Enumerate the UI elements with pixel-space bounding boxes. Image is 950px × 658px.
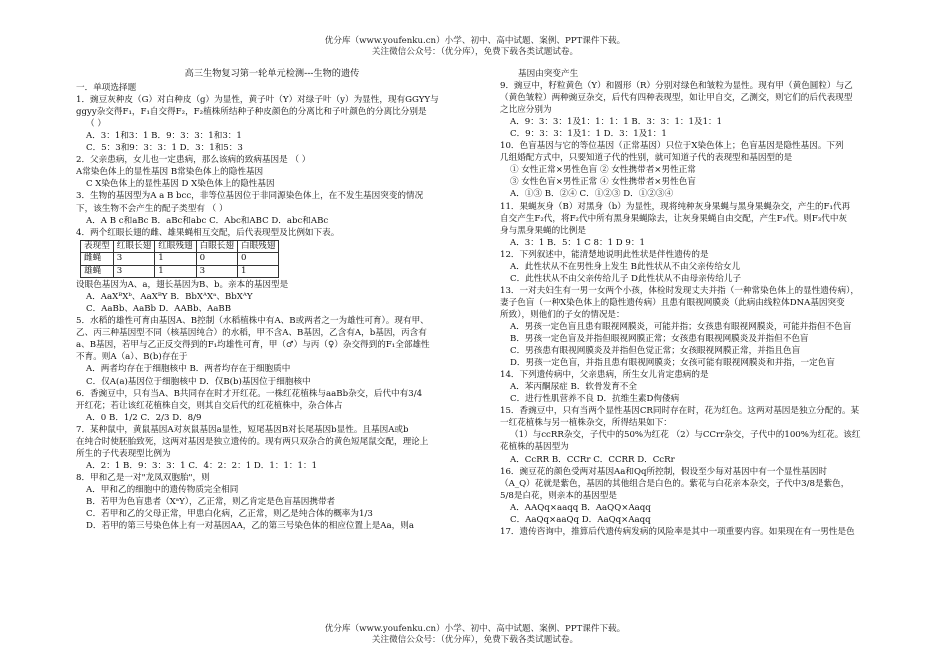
table-cell: 3 xyxy=(113,265,154,278)
text-line: 自交产生F₂代，将F₂代中所有黑身果蝇除去，让灰身果蝇自由交配，产生F₃代。则F₃代中灰 xyxy=(500,213,848,224)
text-line: A．9：3：3：1及1：1：1：1 B．3：3：1：1及1：1 xyxy=(510,117,723,128)
text-line: C．此性状从不由父亲传给儿子 D此性状从不由母亲传给儿子 xyxy=(510,273,742,284)
table-header-cell: 红眼残翅 xyxy=(155,240,196,253)
text-line: A．两者均存在于细胞核中 B．两者均存在于细胞质中 xyxy=(86,364,291,375)
text-line: 设眼色基因为A、a，翅长基因为B、b。亲本的基因型是 xyxy=(76,280,289,291)
text-line: 13．一对夫妇生有一男一女两个小孩，体检时发现丈夫并指（一种常染色体上的显性遗传病）， xyxy=(500,285,859,296)
table-cell: 1 xyxy=(155,265,196,278)
text-line: ggyy杂交得F₁，F₁自交得F₂，F₂植株所结种子种皮颜色的分离比和子叶颜色的分离比分别是 xyxy=(76,107,427,118)
text-line: 16．豌豆花的颜色受两对基因Aa和Qq所控制，假设至少每对基因中有一个显性基因时 xyxy=(500,466,828,477)
text-line: 之比应分别为 xyxy=(500,105,552,116)
text-line: B．男孩一定色盲及并指但眼视网膜正常；女孩患有眼视网膜炎及并指但不色盲 xyxy=(510,334,809,345)
text-line: 8．甲和乙是一对"龙凤双胞胎"，则 xyxy=(76,472,210,483)
table-cell: 3 xyxy=(113,253,154,266)
text-line: （1）与ccRR杂交，子代中的50%为红花 （2）与CCrr杂交，子代中的100%为红花。该红 xyxy=(510,430,861,441)
text-line: 5．水稻的雄性可育由基因A、B控制（水稻植株中有A、B或两者之一为雄性可育）。现有甲、 xyxy=(76,316,429,327)
text-line: 2．父亲患病，女儿也一定患病，那么该病的致病基因是 （ ） xyxy=(76,155,311,166)
left-post-lines xyxy=(76,279,468,532)
text-line: （A_Q）花就是紫色，基因的其他组合是白色的。紫花与白花亲本杂交，子代中3/8是紫色， xyxy=(500,478,850,489)
text-line: A．3：1 B．5：1 C 8：1 D 9：1 xyxy=(510,237,645,248)
text-line: A．此性状从不在男性身上发生 B此性状从不由父亲传给女儿 xyxy=(510,261,741,272)
text-line: B．若甲为色盲患者（XᵃY），乙正常，则乙肯定是色盲基因携带者 xyxy=(86,497,336,507)
table-row xyxy=(81,265,279,278)
text-line: 所致），则他们的子女的情况是： xyxy=(500,309,625,320)
text-line: C．仅A(a)基因位于细胞核中 D．仅B(b)基因位于细胞核中 xyxy=(86,376,311,387)
text-line: ① 女性正常×男性色盲 ② 女性携带者×男性正常 xyxy=(510,165,696,176)
text-line: C．5：3和9：3：3：1 D．3：1和5：3 xyxy=(86,143,243,154)
text-line: 开红花；若让该红花植株自交，则其自交后代的红花植株中，杂合体占 xyxy=(76,400,343,411)
text-line: 14．下列遗传病中，父亲患病，所生女儿肯定患病的是 xyxy=(500,370,709,381)
right-lines xyxy=(500,68,890,538)
text-line: A．A B c和aBc B．aBc和abc C．Abc和ABC D．abc和ABc xyxy=(86,215,329,226)
table-header-cell: 白眼长翅 xyxy=(196,240,237,253)
text-line: A．①③ B．②④ C．①②③ D．①②③④ xyxy=(510,189,674,200)
text-line: 乙、丙三种基因型不同（核基因纯合）的水稻，甲不含A、B基因，乙含有A，b基因，丙含有 xyxy=(76,328,427,339)
text-line: 1．豌豆灰种皮（G）对白种皮（g）为显性，黄子叶（Y）对绿子叶（y）为显性，现有GGYY与 xyxy=(76,95,439,106)
text-line: A．0 B．1/2 C．2/3 D．8/9 xyxy=(86,412,202,423)
text-line: 花植株的基因型为 xyxy=(500,442,569,453)
text-line: 7．某种鼠中，黄鼠基因A对灰鼠基因a显性，短尾基因B对长尾基因b显性。且基因A或b xyxy=(76,424,409,435)
text-line: ③ 女性色盲×男性正常 ④ 女性携带者×男性色盲 xyxy=(510,177,696,188)
text-line: 5/8是白花，则亲本的基因型是 xyxy=(500,490,617,501)
text-line: a、B基因，若甲与乙正反交得到的F₁均雄性可育，甲（♂）与丙（♀）杂交得到的F₁全部雄性 xyxy=(76,340,430,351)
text-line: 3．生物的基因型为A a B bcc，非等位基因位于非同源染色体上，在不发生基因突变的情况 xyxy=(76,191,424,202)
text-line: D．若甲的第三号染色体上有一对基因AA，乙的第三号染色体的相应位置上是Aa，则a xyxy=(86,521,414,532)
text-line: A．男孩一定色盲且患有眼视网膜炎，可能并指；女孩患有眼视网膜炎，可能并指但不色盲 xyxy=(510,321,852,332)
text-line: C．男孩患有眼视网膜炎及并指但色觉正常；女孩眼视网膜正常，并指且色盲 xyxy=(510,346,801,357)
text-line: C．AaBb、AaBb D．AABb、AaBB xyxy=(86,304,232,315)
header-line-1: 优分库（www.youfenku.cn）小学、初中、高中试题、案例、PPT课件下载。 xyxy=(324,36,626,46)
left-pre-lines xyxy=(76,94,468,239)
text-line: 一红花植株与另一植株杂交，所得结果如下： xyxy=(500,418,672,429)
text-line: C．9：3：3：1及1：1 D．3：1及1：1 xyxy=(510,129,667,140)
text-line: 所生的子代表现型比例为 xyxy=(76,448,171,459)
text-line: 在纯合时使胚胎致死，这两对基因是独立遗传的。现有两只双杂合的黄色短尾鼠交配，理论上 xyxy=(76,436,429,447)
text-line: 12．下列叙述中，能清楚地说明此性状是伴性遗传的是 xyxy=(500,249,709,260)
footer-line-2: 关注微信公众号：（优分库），免费下载各类试题试卷。 xyxy=(371,635,579,645)
table-row xyxy=(81,253,279,266)
right-column xyxy=(500,68,890,538)
text-line: A常染色体上的显性基因 B常染色体上的隐性基因 xyxy=(76,167,264,178)
text-line: D．男孩一定色盲，并指且患有眼视网膜炎；女孩可能有眼视网膜炎和并指，一定色盲 xyxy=(510,358,835,369)
section-heading: 一．单项选择题 xyxy=(76,83,137,94)
table-cell: 0 xyxy=(196,253,237,266)
text-line: 17．遗传咨询中，推算后代遗传病发病的风险率是其中一项重要内容。如果现在有一男性是色 xyxy=(500,526,855,537)
text-line: 身与黑身果蝇的比例是 xyxy=(500,225,586,236)
text-line: C．若甲和乙的父母正常，甲患白化病，乙正常，则乙是纯合体的概率为1/3 xyxy=(86,509,373,520)
phenotype-table xyxy=(80,240,279,279)
text-line: A．甲和乙的细胞中的遗传物质完全相同 xyxy=(86,484,239,495)
text-line: 妻子色盲（一种X染色体上的隐性遗传病）且患有眼视网膜炎（此病由线粒体DNA基因突变 xyxy=(500,297,845,308)
text-line: A．AAQq×aaqq B．AaQQ×Aaqq xyxy=(510,502,651,513)
table-cell: 3 xyxy=(196,265,237,278)
text-line: A．2：1 B．9：3：3：1 C．4：2：2：1 D．1：1：1：1 xyxy=(86,460,318,471)
text-line: 10．色盲基因与它的等位基因（正常基因）只位于X染色体上；色盲基因是隐性基因。下列 xyxy=(500,141,844,152)
text-line: A．3：1和3：1 B．9：3：3：1和3：1 xyxy=(86,131,242,142)
table-cell: 1 xyxy=(155,253,196,266)
table-cell: 1 xyxy=(237,265,278,278)
table-cell: 雄蝇 xyxy=(81,265,114,278)
table-header-row xyxy=(81,240,279,253)
table-cell: 雌蝇 xyxy=(81,253,114,266)
page-footer xyxy=(0,624,950,646)
text-line: （ ） xyxy=(86,119,106,130)
footer-line-1: 优分库（www.youfenku.cn）小学、初中、高中试题、案例、PPT课件下载。 xyxy=(324,624,626,634)
text-line: 基因由突变产生 xyxy=(518,69,579,79)
header-line-2: 关注微信公众号：（优分库），免费下载各类试题试卷。 xyxy=(371,47,579,57)
text-line: （黄色皱粒）两种豌豆杂交，后代有四种表现型，如让甲自交，乙测交，则它们的后代表现型 xyxy=(500,93,853,104)
text-line: C X染色体上的显性基因 D X染色体上的隐性基因 xyxy=(86,179,275,190)
text-line: A．CcRR B．CCRr C．CCRR D．CcRr xyxy=(510,454,675,465)
text-line: A．苯丙酮尿症 B．软骨发育不全 xyxy=(510,382,637,393)
text-line: 下，该生物不会产生的配子类型有 （ ） xyxy=(76,203,228,214)
text-line: A．AaXᴮXᵇ、AaXᴮY B．BbXᴬXᵃ、BbXᴬY xyxy=(86,292,253,303)
table-header-cell: 表现型 xyxy=(81,240,114,253)
text-line: 4．两个红眼长翅的雌、雄果蝇相互交配，后代表现型及比例如下表。 xyxy=(76,227,340,238)
text-line: 15．香豌豆中，只有当两个显性基因CR同时存在时，花为红色。这两对基因是独立分配的。某 xyxy=(500,406,860,417)
table-header-cell: 白眼残翅 xyxy=(237,240,278,253)
document-title: 高三生物复习第一轮单元检测---生物的遗传 xyxy=(184,68,360,79)
text-line: C．AaQq×aaQq D．AaQq×Aaqq xyxy=(510,514,651,525)
text-line: 几组婚配方式中，只要知道子代的性别，就可知道子代的表现型和基因型的是 xyxy=(500,153,793,164)
text-line: 不育。则A（a）、B(b)存在于 xyxy=(76,352,188,363)
text-line: 6．香豌豆中，只有当A、B共同存在时才开红花。一株红花植株与aaBb杂交，后代中有3/4 xyxy=(76,388,423,399)
text-line: C．进行性肌营养不良 D．抗维生素D佝偻病 xyxy=(510,394,680,405)
page-header xyxy=(0,36,950,58)
text-line: 9．豌豆中，籽粒黄色（Y）和圆形（R）分别对绿色和皱粒为显性。现有甲（黄色圆粒）与乙 xyxy=(500,81,853,92)
left-column xyxy=(76,68,468,532)
table-header-cell: 红眼长翅 xyxy=(113,240,154,253)
table-cell: 0 xyxy=(237,253,278,266)
text-line: 11．果蝇灰身（B）对黑身（b）为显性，现将纯种灰身果蝇与黑身果蝇杂交，产生的F₁代再 xyxy=(500,201,851,212)
